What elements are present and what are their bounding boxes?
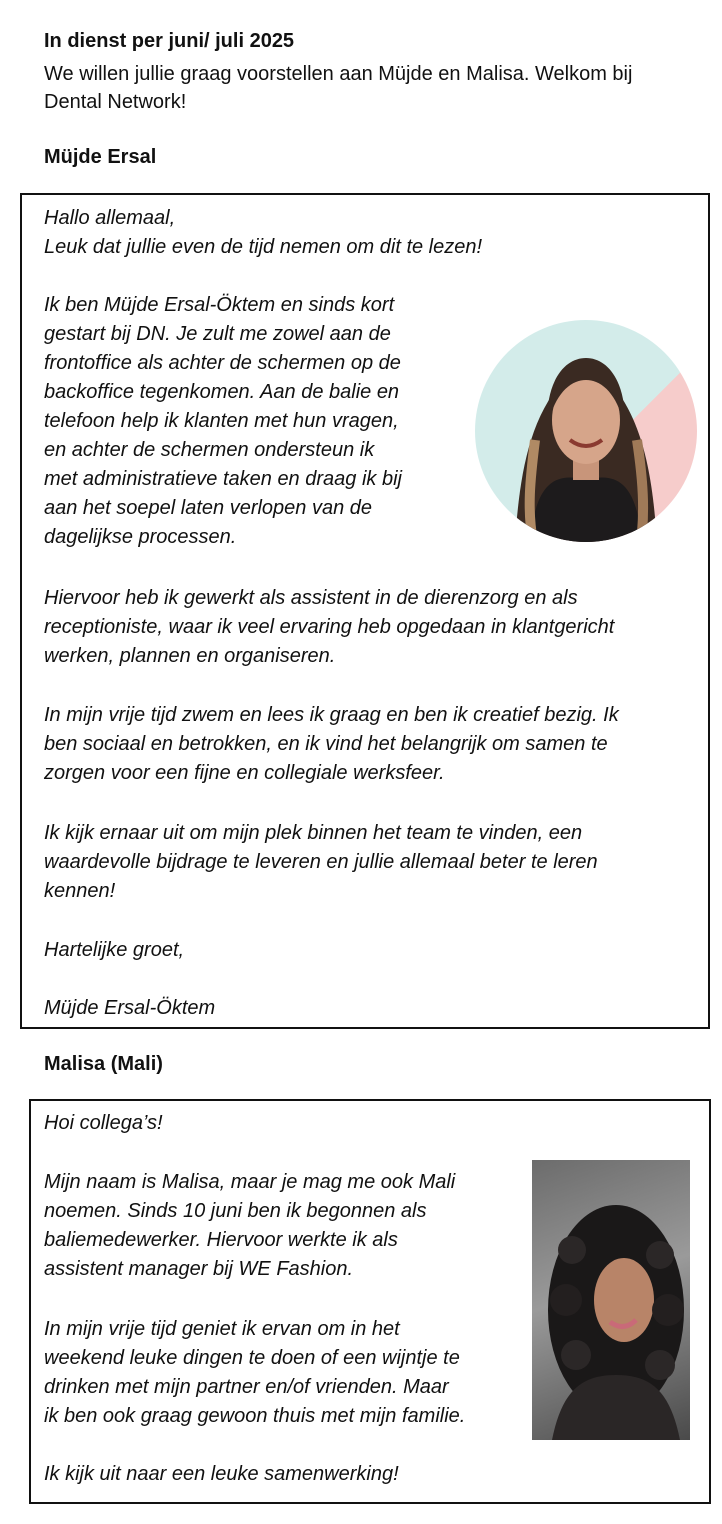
page-title: In dienst per juni/ juli 2025 [44, 30, 295, 52]
person1-photo [475, 320, 697, 542]
person2-para2: In mijn vrije tijd geniet ik ervan om in het weekend leuke dingen te doen of een wijntje te drinken met mijn partner en/of vrienden. Maar ik ben ook graag gewoon thuis met mijn familie. [44, 1318, 466, 1427]
person1-card [20, 193, 710, 1029]
person1-name: Müjde Ersal [44, 146, 157, 168]
person1-greeting: Hallo allemaal, Leuk dat jullie even de tijd nemen om dit te lezen! [44, 207, 483, 258]
person1-para3: In mijn vrije tijd zwem en lees ik graag en ben ik creatief bezig. Ik ben sociaal en betrokken, en ik vind het belangrijk om samen te zorgen voor een fijne en collegiale werksfeer. [44, 704, 619, 784]
person2-name: Malisa (Mali) [44, 1053, 163, 1075]
person1-closing: Hartelijke groet, [44, 939, 185, 961]
person1-para2: Hiervoor heb ik gewerkt als assistent in de dierenzorg en als receptioniste, waar ik veel ervaring heb opgedaan in klantgericht werken, plannen en organiseren. [44, 587, 615, 667]
person2-photo [532, 1160, 690, 1440]
person2-para1: Mijn naam is Malisa, maar je mag me ook Mali noemen. Sinds 10 juni ben ik begonnen als baliemedewerker. Hiervoor werkte ik als assistent manager bij WE Fashion. [44, 1171, 456, 1280]
person2-greeting: Hoi collega’s! [44, 1112, 163, 1134]
person1-signature: Müjde Ersal-Öktem [44, 997, 216, 1019]
intro-text: We willen jullie graag voorstellen aan Müjde en Malisa. Welkom bij Dental Network! [44, 63, 633, 113]
person1-para1: Ik ben Müjde Ersal-Öktem en sinds kort gestart bij DN. Je zult me zowel aan de frontoffice als achter de schermen op de backoffice tegenkomen. Aan de balie en telefoon help ik klanten met hun vragen, en achter de schermen ondersteun ik met administratieve taken en draag ik bij aan het soepel laten verlopen van de dagelijkse processen. [44, 294, 402, 548]
person1-para4: Ik kijk ernaar uit om mijn plek binnen het team te vinden, een waardevolle bijdrage te leveren en jullie allemaal beter te leren kennen! [44, 822, 598, 902]
person2-closing: Ik kijk uit naar een leuke samenwerking! [44, 1463, 399, 1485]
